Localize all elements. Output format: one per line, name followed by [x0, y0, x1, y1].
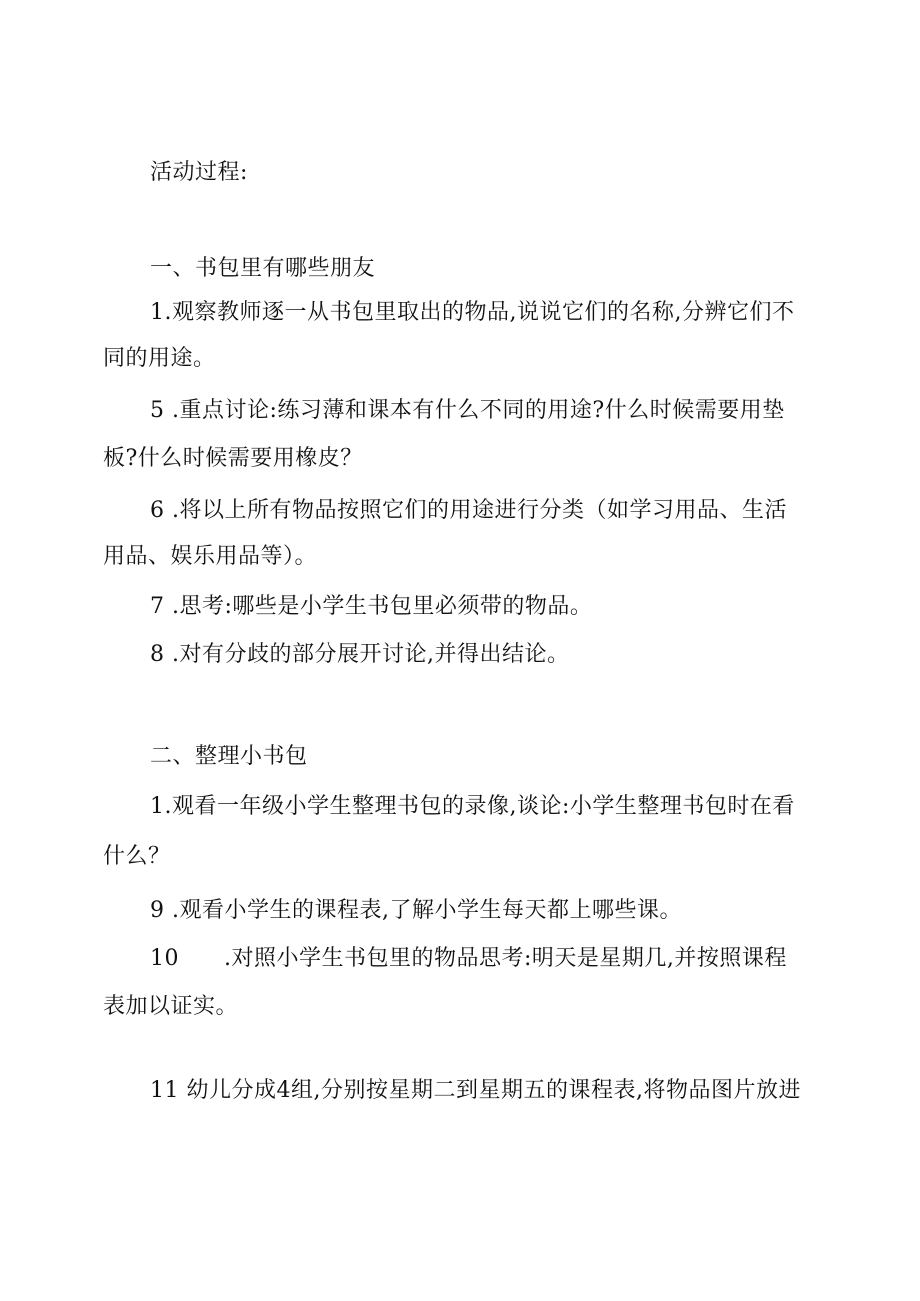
paragraph-1-1-cont: 同的用途。 — [103, 346, 216, 371]
page-heading: 活动过程: — [150, 160, 248, 185]
paragraph-2-1: 1.观看一年级小学生整理书包的录像,谈论:小学生整理书包时在看 — [150, 794, 795, 819]
paragraph-1-3-cont: 用品、娱乐用品等）。 — [103, 544, 318, 569]
paragraph-1-5: 8 .对有分歧的部分展开讨论,并得出结论。 — [150, 642, 570, 667]
paragraph-1-2-cont: 板?什么时候需要用橡皮？ — [103, 446, 363, 471]
paragraph-1-3: 6 .将以上所有物品按照它们的用途进行分类（如学习用品、生活 — [150, 498, 787, 523]
paragraph-2-3: 10 .对照小学生书包里的物品思考:明天是星期几,并按照课程 — [150, 946, 787, 971]
paragraph-2-2: 9 .观看小学生的课程表,了解小学生每天都上哪些课。 — [150, 898, 682, 923]
section-title-1: 一、书包里有哪些朋友 — [150, 256, 376, 281]
paragraph-1-1: 1.观察教师逐一从书包里取出的物品,说说它们的名称,分辨它们不 — [150, 300, 795, 325]
paragraph-1-2: 5 .重点讨论:练习薄和课本有什么不同的用途?什么时候需要用垫 — [150, 398, 785, 423]
paragraph-1-4: 7 .思考:哪些是小学生书包里必须带的物品。 — [150, 594, 593, 619]
section-title-2: 二、整理小书包 — [150, 744, 308, 769]
paragraph-2-4: 11 幼儿分成4组,分别按星期二到星期五的课程表,将物品图片放进 — [150, 1078, 801, 1103]
paragraph-2-3-cont: 表加以证实。 — [103, 994, 239, 1019]
paragraph-2-1-cont: 什么？ — [103, 844, 171, 869]
